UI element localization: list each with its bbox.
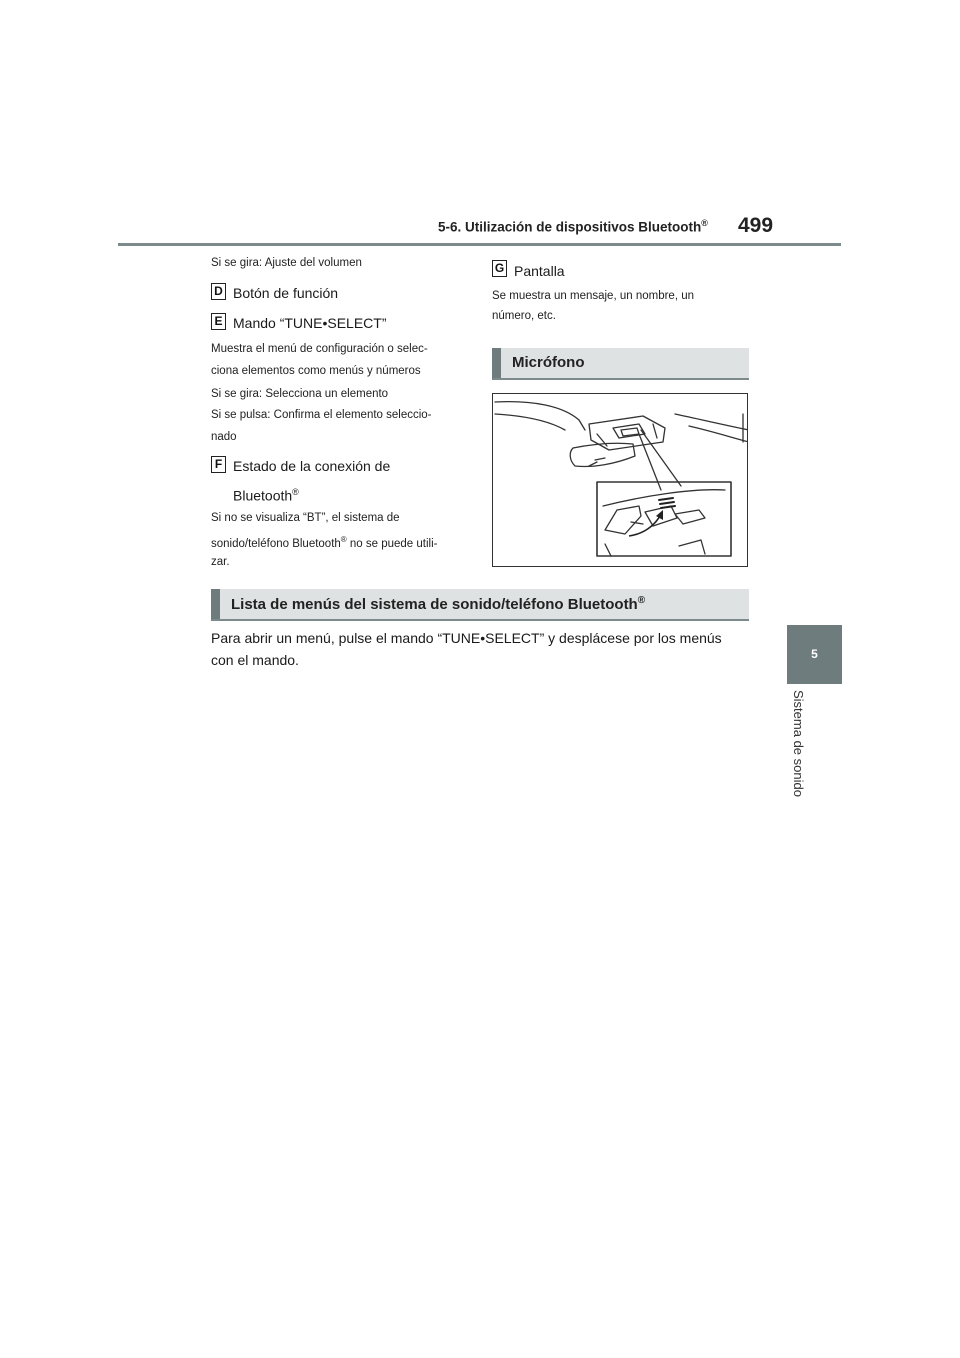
registered-mark: ® (340, 535, 347, 544)
page-number: 499 (738, 214, 774, 237)
body-paragraph (211, 627, 722, 671)
body-line-1: Para abrir un menú, pulse el mando “TUNE•SELECT” y desplácese por los menús (211, 630, 722, 646)
item-f-line-3: zar. (211, 556, 230, 568)
item-e-title: Mando “TUNE•SELECT” (233, 315, 387, 331)
callout-letter-g: G (492, 260, 507, 277)
section-title-text: 5-6. Utilización de dispositivos Bluetooth (438, 219, 702, 235)
item-f-title-text: Bluetooth (233, 487, 293, 504)
item-e-line-1: Muestra el menú de configuración o selec- (211, 343, 428, 355)
item-f-title-line-1: Estado de la conexión de (233, 458, 391, 474)
item-g-line-2: número, etc. (492, 310, 556, 322)
callout-letter-f: F (211, 456, 226, 473)
item-e-line-2: ciona elementos como menús y números (211, 365, 421, 377)
registered-mark: ® (701, 218, 708, 228)
menu-heading-text: Lista de menús del sistema de sonido/teléfono Bluetooth (231, 596, 638, 613)
item-f-line-2 (211, 529, 438, 555)
item-f-line-1: Si no se visualiza “BT”, el sistema de (211, 512, 400, 524)
menu-list-heading (211, 589, 749, 621)
item-d-title: Botón de función (233, 285, 339, 301)
section-title (438, 218, 708, 235)
body-line-2: con el mando. (211, 652, 299, 668)
item-f-title-line-2 (233, 483, 299, 505)
item-e-line-4: Si se pulsa: Confirma el elemento seleccio- (211, 409, 432, 421)
heading-accent-bar (492, 348, 501, 378)
chapter-tab: 5 (787, 625, 842, 684)
microphone-location-drawing (493, 394, 748, 567)
intro-line: Si se gira: Ajuste del volumen (211, 257, 362, 269)
menu-list-heading-text (231, 595, 645, 613)
heading-accent-bar (211, 589, 220, 619)
chapter-label: Sistema de sonido (791, 690, 806, 797)
item-f-line-2-a: sonido/teléfono Bluetooth (211, 537, 341, 550)
callout-letter-e: E (211, 313, 226, 330)
microphone-heading (492, 348, 749, 380)
callout-letter-d: D (211, 283, 226, 300)
registered-mark: ® (292, 487, 299, 497)
microphone-heading-text: Micrófono (512, 354, 585, 371)
microphone-illustration (492, 393, 748, 567)
item-e-line-5: nado (211, 431, 237, 443)
registered-mark: ® (637, 595, 646, 606)
header-divider (118, 243, 841, 246)
item-e-line-3: Si se gira: Selecciona un elemento (211, 388, 389, 400)
item-g-title: Pantalla (514, 263, 565, 279)
item-f-line-2-b: no se puede utili- (346, 537, 438, 550)
item-g-line-1: Se muestra un mensaje, un nombre, un (492, 290, 695, 302)
